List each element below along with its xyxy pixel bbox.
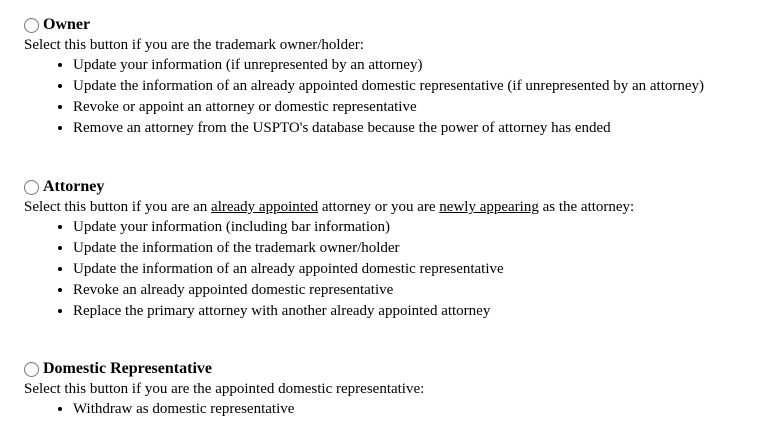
owner-option[interactable]: [24, 15, 780, 35]
list-item: • Update the information of the trademark owner/holder: [73, 238, 780, 259]
attorney-description-already-appointed: already appointed: [211, 199, 319, 215]
list-item: • Update the information of an already appointed domestic representative: [73, 259, 780, 280]
attorney-description-mid: attorney or you are: [318, 199, 440, 215]
attorney-description-newly-appearing: newly appearing: [439, 199, 539, 215]
list-item: • Update your information (if unrepresented by an attorney): [73, 55, 780, 76]
list-item: • Update the information of an already appointed domestic representative (if unrepresented by an attorney): [73, 76, 780, 97]
attorney-description-prefix: Select this button if you are an: [24, 199, 212, 215]
attorney-section: [24, 177, 780, 322]
attorney-description-suffix: as the attorney:: [538, 199, 635, 215]
owner-bullet-list: [24, 55, 780, 139]
list-item: • Revoke an already appointed domestic representative: [73, 280, 780, 301]
domestic-representative-section: [24, 359, 780, 420]
owner-section: [24, 15, 780, 139]
attorney-option[interactable]: [24, 177, 780, 197]
list-item: • Update your information (including bar information): [73, 217, 780, 238]
owner-description: Select this button if you are the trademark owner/holder:: [24, 37, 364, 53]
attorney-radio-button[interactable]: [24, 180, 39, 195]
owner-radio-button[interactable]: [24, 18, 39, 33]
attorney-label[interactable]: Attorney: [43, 178, 105, 195]
attorney-bullet-list: [24, 217, 780, 322]
attorney-description: [24, 197, 780, 217]
domestic-representative-bullet-list: [24, 399, 780, 420]
list-item: • Replace the primary attorney with another already appointed attorney: [73, 301, 780, 322]
owner-label[interactable]: Owner: [43, 16, 91, 33]
list-item: • Remove an attorney from the USPTO's database because the power of attorney has ended: [73, 118, 780, 139]
list-item: • Revoke or appoint an attorney or domestic representative: [73, 97, 780, 118]
domestic-representative-description: Select this button if you are the appointed domestic representative:: [24, 381, 425, 397]
domestic-representative-option[interactable]: [24, 359, 780, 379]
domestic-representative-radio-button[interactable]: [24, 362, 39, 377]
list-item: • Withdraw as domestic representative: [73, 399, 780, 420]
domestic-representative-label[interactable]: Domestic Representative: [43, 360, 212, 377]
